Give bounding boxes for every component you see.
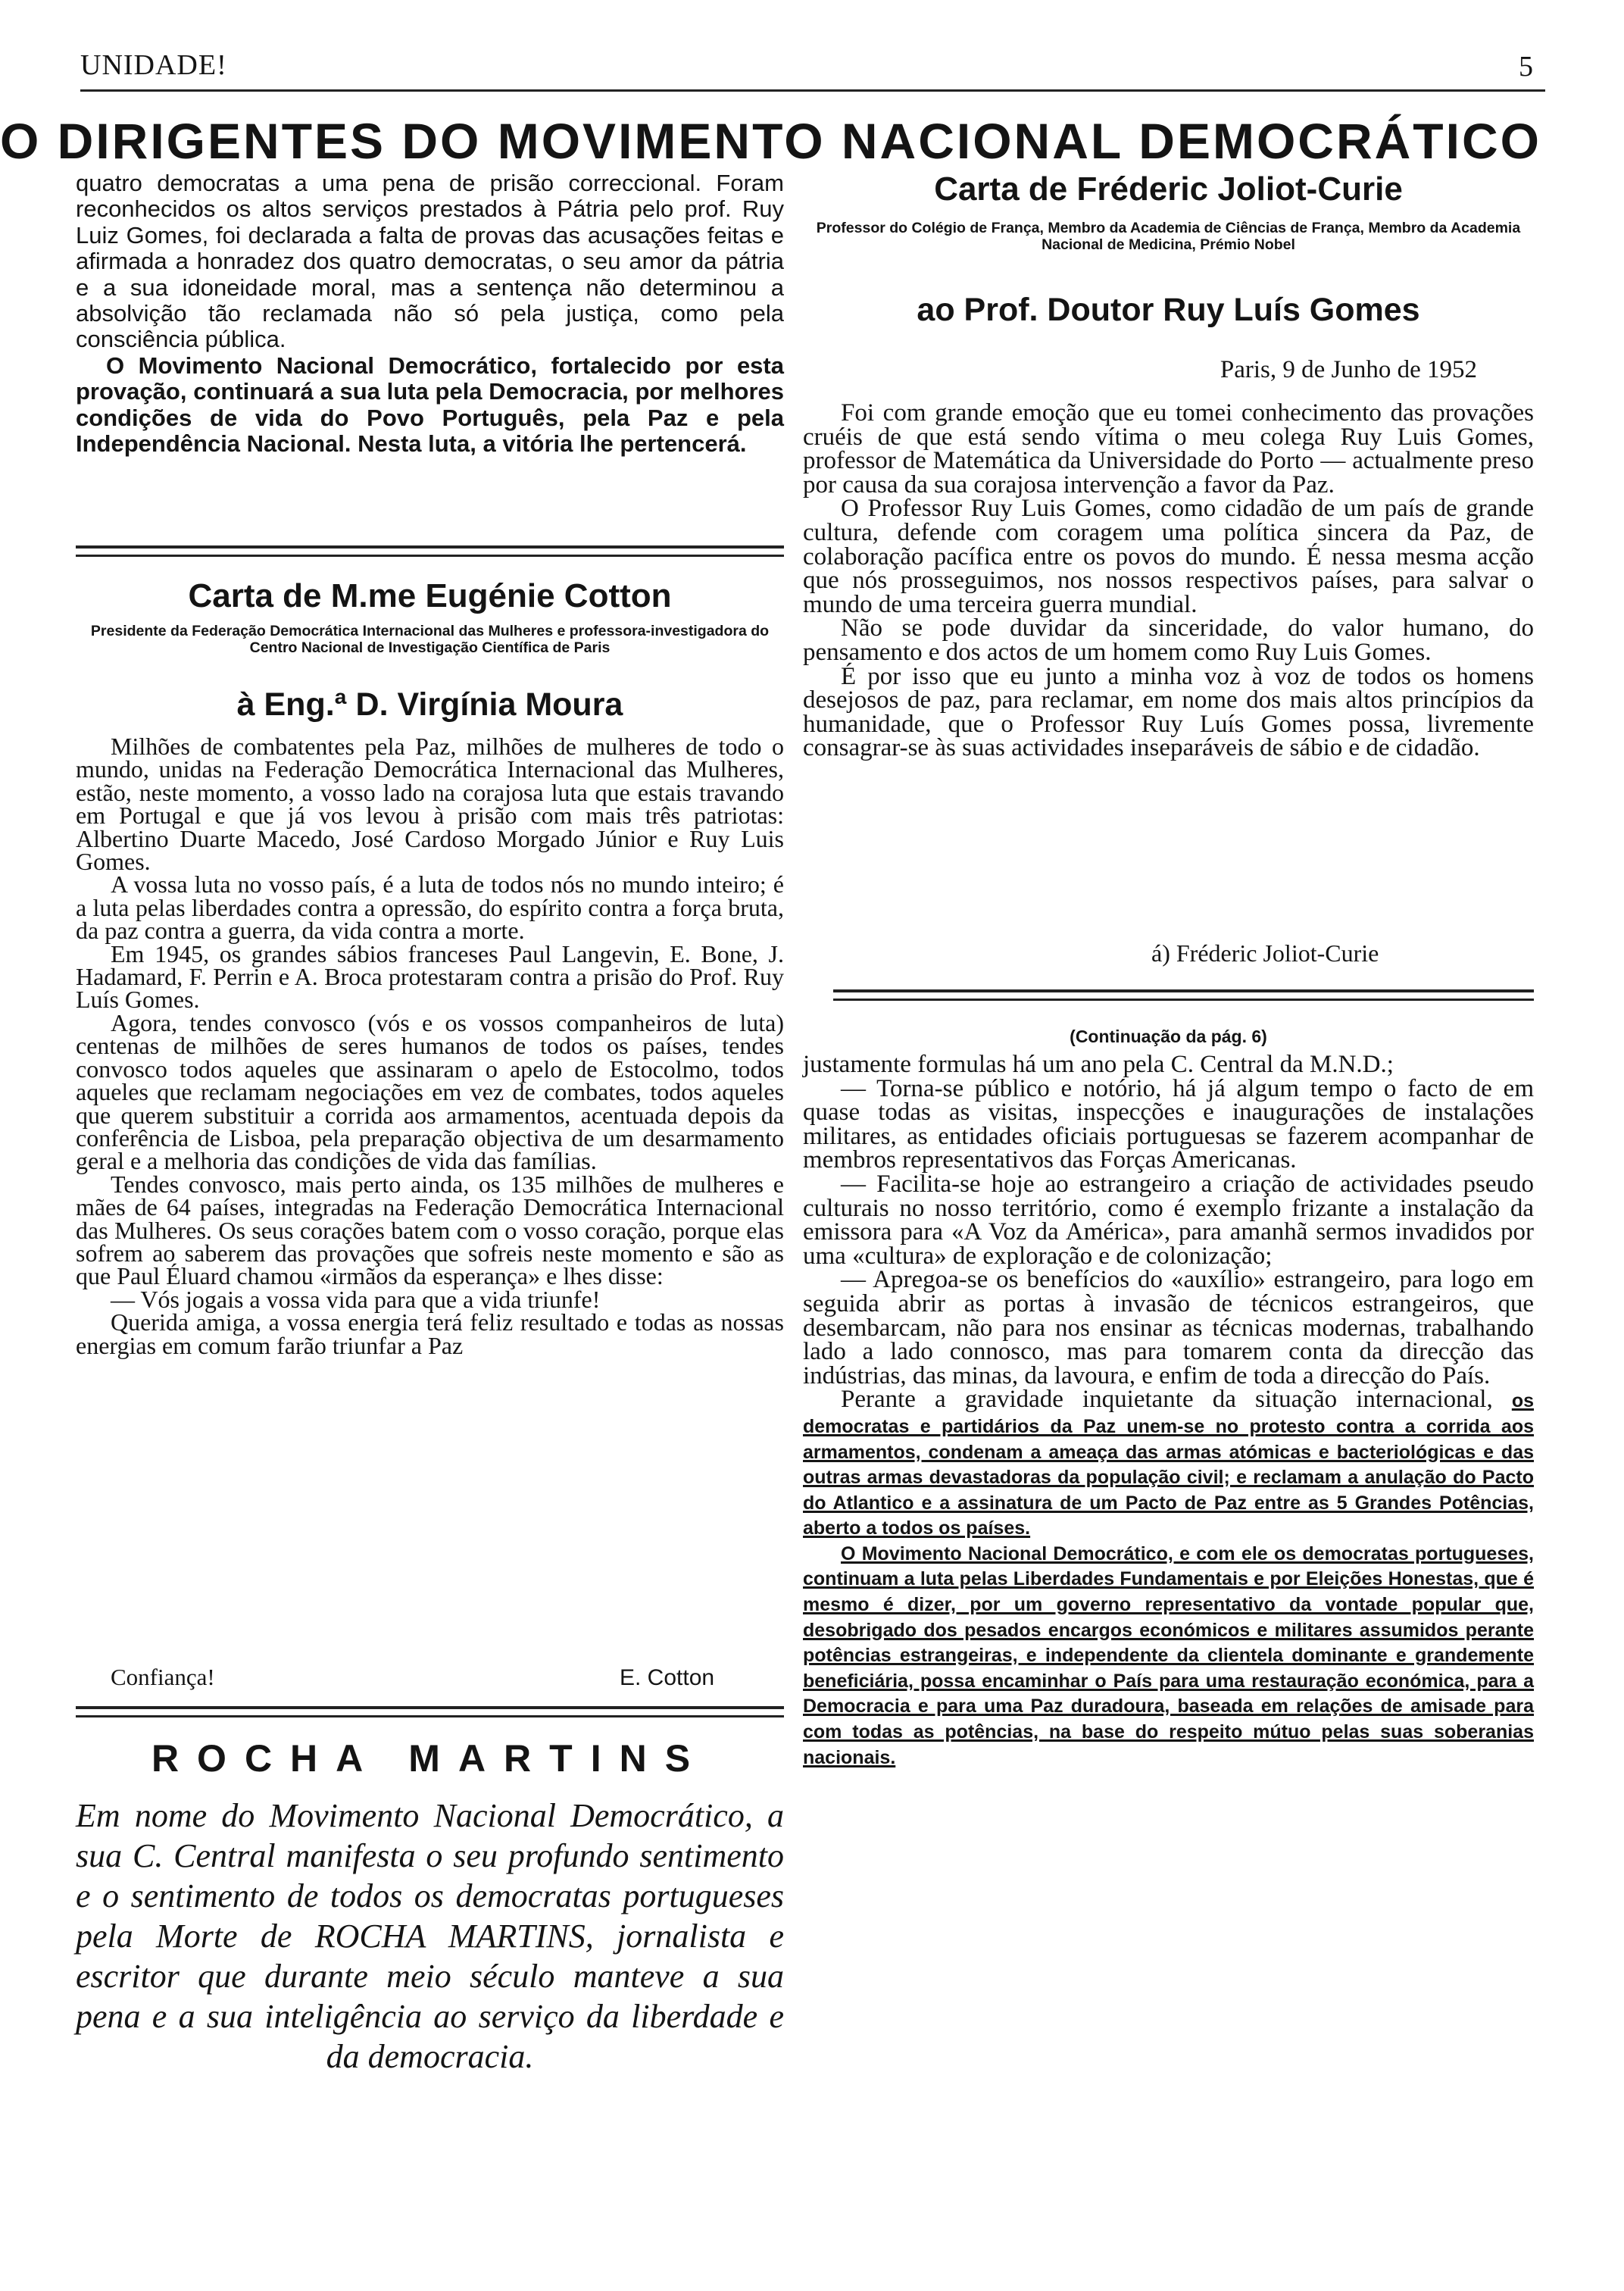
cotton-letter-recipient: à Eng.ª D. Virgínia Moura	[236, 686, 623, 723]
joliot-letter-recipient: ao Prof. Doutor Ruy Luís Gomes	[917, 292, 1420, 328]
joliot-signature: á) Fréderic Joliot-Curie	[1151, 939, 1379, 967]
joliot-paragraph: Não se pode duvidar da sinceridade, do valor humano, do pensamento e dos actos de um homem como Ruy Luis Gomes.	[803, 614, 1534, 666]
cotton-paragraph: Tendes convosco, mais perto ainda, os 135 milhões de mulheres e mães de 64 países, integradas na Federação Democrática Internacional das Mulheres. Os seus corações batem com o vosso coração, porque elas sofrem ao saberem das provações que sofreis neste momento e são as que Paul Éluard chamou «irmãos da esperança» e lhes disse:	[76, 1170, 784, 1290]
rocha-martins-title: ROCHA MARTINS	[151, 1737, 709, 1780]
continuation-paragraph: — Facilita-se hoje ao estrangeiro a criação de actividades pseudo culturais no nosso território, como é exemplo frizante a instalação da emissora para «A Voz da América», para amanhã sermos invadidos por uma «cultura» de exploração e de colonização;	[803, 1170, 1534, 1270]
publication-name: UNIDADE!	[80, 49, 227, 81]
joliot-dateline: Paris, 9 de Junho de 1952	[1220, 356, 1477, 383]
continuation-paragraph: justamente formulas há um ano pela C. Central da M.N.D.;	[803, 1051, 1394, 1078]
joliot-paragraph: É por isso que eu junto a minha voz à voz de todos os homens desejosos de paz, para reclamar, em nome dos mais altos princípios da humanidade, que o Professor Ruy Luís Gomes possa, livremente consagrar-se às suas actividades inseparáveis de sábio e de cidadão.	[803, 662, 1534, 762]
joliot-paragraph: Foi com grande emoção que eu tomei conhecimento das provações cruéis de que está sendo vítima o meu colega Ruy Luis Gomes, professor de Matemática da Universidade do Porto — actualmente preso por causa da sua corajosa intervenção a favor da Paz.	[803, 399, 1534, 499]
cotton-paragraph: Milhões de combatentes pela Paz, milhões de mulheres de todo o mundo, unidas na Federação Democrática Internacional das Mulheres, estão, neste momento, a vosso lado na corajosa luta que estais travando em Portugal e que já vos levou à prisão com mais três patriotas: Albertino Duarte Macedo, José Cardoso Morgado Júnior e Ruy Luis Gomes.	[76, 733, 784, 876]
cotton-paragraph: Agora, tendes convosco (vós e os vossos companheiros de luta) centenas de milhões de seres humanos de todos os países, tendes convosco todos aqueles que assinaram o apelo de Estocolmo, todos aqueles que reclamam negociações em vez de combates, todos aqueles que querem substituir a corrida aos armamentos, acentuada depois da conferência de Lisboa, pela preparação objectiva de um desarmamento geral e a melhoria das condições de vida das famílias.	[76, 1008, 784, 1175]
cotton-letter-title: Carta de M.me Eugénie Cotton	[188, 577, 672, 614]
continuation-emphasis: os democratas e partidários da Paz unem-se no protesto contra a corrida aos armamentos, condenam a ameaça das armas atómicas e bacteriológicas e das outras armas devastadoras da população civil; e reclamam a anulação do Pacto do Atlantico e a assinatura de um Pacto de Paz entre as 5 Grandes Potências, aberto a todos os países.	[803, 1390, 1534, 1539]
continuation-paragraph	[803, 1541, 1534, 1770]
continuation-paragraph	[803, 1388, 1534, 1541]
cotton-letter-subtitle: Presidente da Federação Democrática Internacional das Mulheres e professora-investigadora do Centro Nacional de Investigação Científica de Paris	[90, 623, 770, 656]
cotton-letter-body	[76, 735, 784, 1357]
joliot-letter-body	[803, 399, 1534, 762]
left-top-article	[76, 170, 784, 457]
joliot-letter-title: Carta de Fréderic Joliot-Curie	[934, 170, 1403, 208]
left-top-bold-paragraph: O Movimento Nacional Democrático, fortalecido por esta provação, continuará a sua luta pela Democracia, por melhores condições de vida do Povo Português, pela Paz e pela Independência Nacional. Nesta luta, a vitória lhe pertencerá.	[76, 352, 784, 458]
cotton-paragraph: A vossa luta no vosso país, é a luta de todos nós no mundo inteiro; é a luta pelas liberdades contra a opressão, do espírito contra a força bruta, da paz contra a guerra, da vida contra a morte.	[76, 870, 784, 945]
section-divider	[833, 989, 1534, 1001]
section-divider	[76, 545, 784, 557]
page-number: 5	[1519, 51, 1533, 83]
left-top-paragraph: quatro democratas a uma pena de prisão correccional. Foram reconhecidos os altos serviços prestados à Pátria pelo prof. Ruy Luiz Gomes, foi declarada a falta de provas das acusações feitas e afirmada a honradez dos quatro democratas, o seu amor da pátria e a sua idoneidade moral, mas a sentença não determinou a absolvição tão reclamada não só pela justiça, como pela consciência pública.	[76, 170, 784, 353]
cotton-paragraph: Querida amiga, a vossa energia terá feliz resultado e todas as nossas energias em comum farão triunfar a Paz	[76, 1308, 784, 1359]
joliot-paragraph: O Professor Ruy Luis Gomes, como cidadão de um país de grande cultura, defende com coragem uma política sincera da Paz, de colaboração pacífica entre os povos do mundo. É nessa mesma acção que nós prosseguimos, nos nossos respectivos países, para salvar o mundo de uma terceira guerra mundial.	[803, 495, 1534, 618]
cotton-signature: E. Cotton	[620, 1665, 715, 1690]
continuation-paragraph: — Torna-se público e notório, há já algum tempo o facto de em quase todas as visitas, inspecções e inaugurações de instalações militares, as entidades oficiais portuguesas se fazerem acompanhar de membros representativos das Forças Americanas.	[803, 1074, 1534, 1174]
continuation-lead: Perante a gravidade inquietante da situação internacional,	[841, 1386, 1493, 1414]
continuation-article	[803, 1053, 1534, 1770]
joliot-letter-subtitle: Professor do Colégio de França, Membro da Academia de Ciências de França, Membro da Academia Nacional de Medicina, Prémio Nobel	[816, 220, 1521, 253]
cotton-paragraph: Em 1945, os grandes sábios franceses Paul Langevin, E. Bone, J. Hadamard, F. Perrin e A. Broca protestaram contra a prisão do Prof. Ruy Luís Gomes.	[76, 939, 784, 1014]
banner-headline: O DIRIGENTES DO MOVIMENTO NACIONAL DEMOCRÁTICO	[0, 113, 1541, 169]
continuation-emphasis: O Movimento Nacional Democrático, e com ele os democratas portugueses, continuam a luta pelas Liberdades Fundamentais e por Eleições Honestas, que é mesmo é dizer, por um governo representativo da vontade popular que, desobrigado dos pesados encargos económicos e militares assumidos perante potências estrangeiras, e independente da clientela dominante e grandemente beneficiária, possa encaminhar o País para uma restauração económica, para a Democracia e para uma Paz duradoura, baseada em relações de amisade para com todas as potências, na base do respeito mútuo pelas suas soberanias nacionais.	[803, 1542, 1534, 1768]
continuation-paragraph: — Apregoa-se os benefícios do «auxílio» estrangeiro, para logo em seguida abrir as portas à invasão de técnicos estrangeiros, que desembarcam, não para nos ensinar as técnicas modernas, trabalhando lado a lado connosco, mas para tomarem conta da direcção das indústrias, das minas, da lavoura, e enfim de toda a direcção do País.	[803, 1266, 1534, 1389]
header-rule	[80, 89, 1545, 92]
cotton-closing: Confiança!	[111, 1664, 215, 1690]
rocha-martins-text: Em nome do Movimento Nacional Democrático, a sua C. Central manifesta o seu profundo sentimento e o sentimento de todos os democratas portugueses pela Morte de ROCHA MARTINS, jornalista e escritor que durante meio século manteve a sua pena e a sua inteligência ao serviço da liberdade e da democracia.	[76, 1797, 784, 2075]
continuation-label: (Continuação da pág. 6)	[1070, 1027, 1267, 1046]
section-divider	[76, 1706, 784, 1717]
cotton-paragraph: — Vós jogais a vossa vida para que a vida triunfe!	[111, 1285, 601, 1313]
